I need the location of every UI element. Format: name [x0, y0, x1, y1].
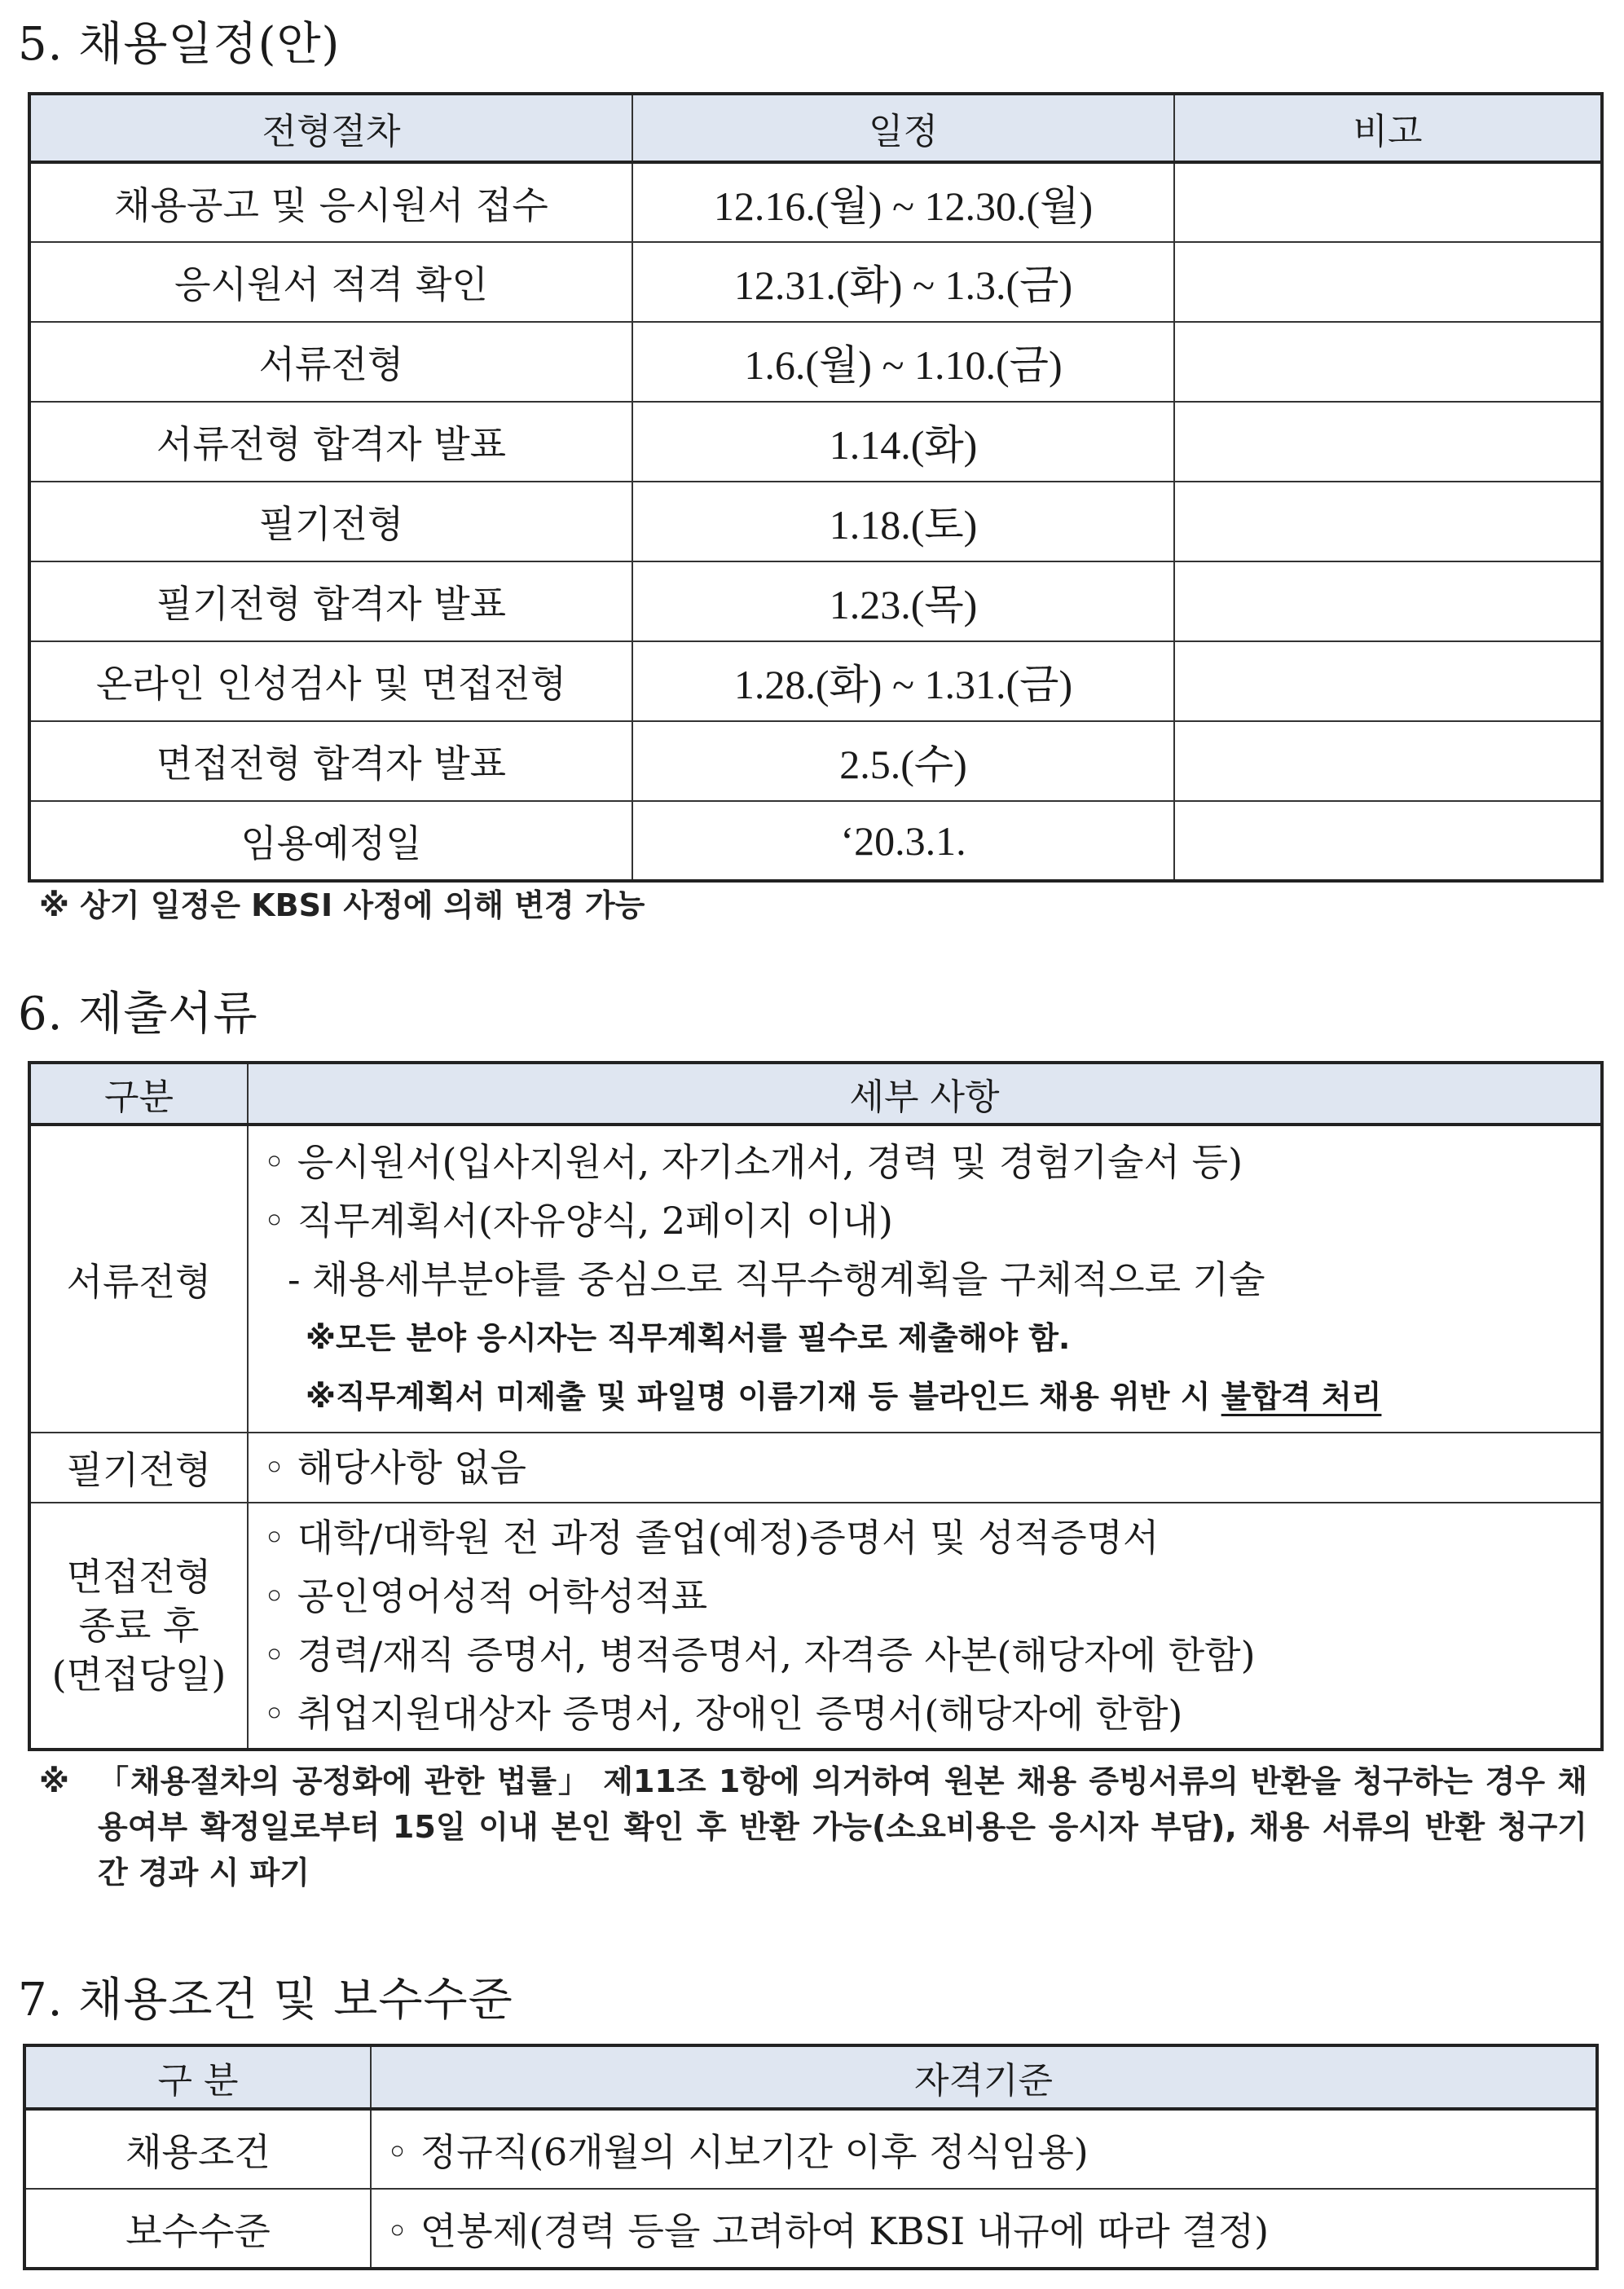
step-cell: 채용공고 및 응시원서 접수 [29, 162, 632, 242]
footnote-text: 「채용절차의 공정화에 관한 법률」 제11조 1항에 의거하여 원본 채용 증빙서류의 반환을 청구하는 경우 채용여부 확정일로부터 15일 이내 본인 확인 후 반환 가능(소요비용은 응시자 부담), 채용 서류의 반환 청구기간 경과 시 파기 [98, 1763, 1587, 1891]
list-item: ◦ 대학/대학원 전 과정 졸업(예정)증명서 및 성적증명서 [263, 1516, 1160, 1560]
category-cell: 필기전형 [29, 1433, 248, 1503]
date-cell: 12.16.(월) ~ 12.30.(월) [632, 162, 1174, 242]
detail-cell [248, 1503, 1602, 1750]
step-cell: 필기전형 [29, 482, 632, 561]
col-header-criteria: 자격기준 [371, 2045, 1597, 2109]
table-row [24, 2189, 1597, 2269]
note-cell [1174, 561, 1602, 641]
step-cell: 응시원서 적격 확인 [29, 242, 632, 322]
reference-mark: ※ [39, 1763, 69, 1799]
col-header-step: 전형절차 [29, 94, 632, 162]
table-row [29, 482, 1602, 561]
step-cell: 임용예정일 [29, 801, 632, 881]
table-row [29, 162, 1602, 242]
col-header-category: 구분 [29, 1063, 248, 1125]
category-line: (면접당일) [51, 1653, 227, 1697]
category-cell: 보수수준 [24, 2189, 371, 2269]
note-cell [1174, 721, 1602, 801]
note-cell [1174, 242, 1602, 322]
category-cell: 채용조건 [24, 2109, 371, 2189]
date-cell: 12.31.(화) ~ 1.3.(금) [632, 242, 1174, 322]
table-row [29, 242, 1602, 322]
table-row [29, 322, 1602, 402]
list-item [263, 1367, 1600, 1426]
step-cell: 필기전형 합격자 발표 [29, 561, 632, 641]
list-item: ◦ 직무계획서(자유양식, 2페이지 이내) [263, 1198, 893, 1243]
documents-table [28, 1061, 1604, 1751]
col-header-detail: 세부 사항 [248, 1063, 1602, 1125]
detail-cell [248, 1433, 1602, 1503]
list-item: ◦ 해당사항 없음 [263, 1446, 526, 1490]
table-row [29, 1503, 1602, 1750]
table-row [29, 402, 1602, 482]
table-row [29, 1433, 1602, 1503]
detail-cell: ◦ 정규직(6개월의 시보기간 이후 정식임용) [371, 2109, 1597, 2189]
table-row [29, 561, 1602, 641]
list-item: - 채용세부분야를 중심으로 직무수행계획을 구체적으로 기술 [288, 1257, 1265, 1301]
note-cell [1174, 402, 1602, 482]
list-item: ◦ 경력/재직 증명서, 병적증명서, 자격증 사본(해당자에 한함) [263, 1633, 1256, 1677]
category-cell [29, 1503, 248, 1750]
section-7-heading: 7. 채용조건 및 보수수준 [18, 1974, 513, 2027]
list-item-text: ※직무계획서 미제출 및 파일명 이름기재 등 블라인드 채용 위반 시 [306, 1378, 1221, 1415]
note-cell [1174, 322, 1602, 402]
date-cell: 2.5.(수) [632, 721, 1174, 801]
col-header-date: 일정 [632, 94, 1174, 162]
list-item: ◦ 공인영어성적 어학성적표 [263, 1574, 708, 1618]
section-6-heading: 6. 제출서류 [18, 988, 258, 1041]
step-cell: 서류전형 합격자 발표 [29, 402, 632, 482]
date-cell: ‘20.3.1. [632, 801, 1174, 881]
step-cell: 온라인 인성검사 및 면접전형 [29, 641, 632, 721]
table-row [29, 641, 1602, 721]
category-cell: 서류전형 [29, 1125, 248, 1433]
date-cell: 1.28.(화) ~ 1.31.(금) [632, 641, 1174, 721]
detail-cell [248, 1125, 1602, 1433]
note-cell [1174, 801, 1602, 881]
note-cell [1174, 641, 1602, 721]
col-header-category: 구 분 [24, 2045, 371, 2109]
date-cell: 1.14.(화) [632, 402, 1174, 482]
documents-footnote [39, 1759, 1587, 1895]
table-row [29, 1125, 1602, 1433]
schedule-table [28, 92, 1604, 883]
note-cell [1174, 482, 1602, 561]
list-item: ◦ 응시원서(입사지원서, 자기소개서, 경력 및 경험기술서 등) [263, 1139, 1243, 1184]
date-cell: 1.6.(월) ~ 1.10.(금) [632, 322, 1174, 402]
section-5-heading: 5. 채용일정(안) [18, 18, 341, 71]
list-item: ◦ 취업지원대상자 증명서, 장애인 증명서(해당자에 한함) [263, 1692, 1183, 1736]
step-cell: 서류전형 [29, 322, 632, 402]
list-item: ※모든 분야 응시자는 직무계획서를 필수로 제출해야 함. [306, 1319, 1071, 1356]
schedule-footnote: ※ 상기 일정은 KBSI 사정에 의해 변경 가능 [39, 887, 645, 923]
note-cell [1174, 162, 1602, 242]
table-row [29, 801, 1602, 881]
conditions-table [23, 2044, 1599, 2270]
detail-cell: ◦ 연봉제(경력 등을 고려하여 KBSI 내규에 따라 결정) [371, 2189, 1597, 2269]
emphasis-text: 불합격 처리 [1221, 1378, 1382, 1415]
date-cell: 1.23.(목) [632, 561, 1174, 641]
category-line: 종료 후 [78, 1604, 200, 1648]
step-cell: 면접전형 합격자 발표 [29, 721, 632, 801]
date-cell: 1.18.(토) [632, 482, 1174, 561]
table-row [24, 2109, 1597, 2189]
table-row [29, 721, 1602, 801]
col-header-note: 비고 [1174, 94, 1602, 162]
category-line: 면접전형 [66, 1555, 212, 1599]
